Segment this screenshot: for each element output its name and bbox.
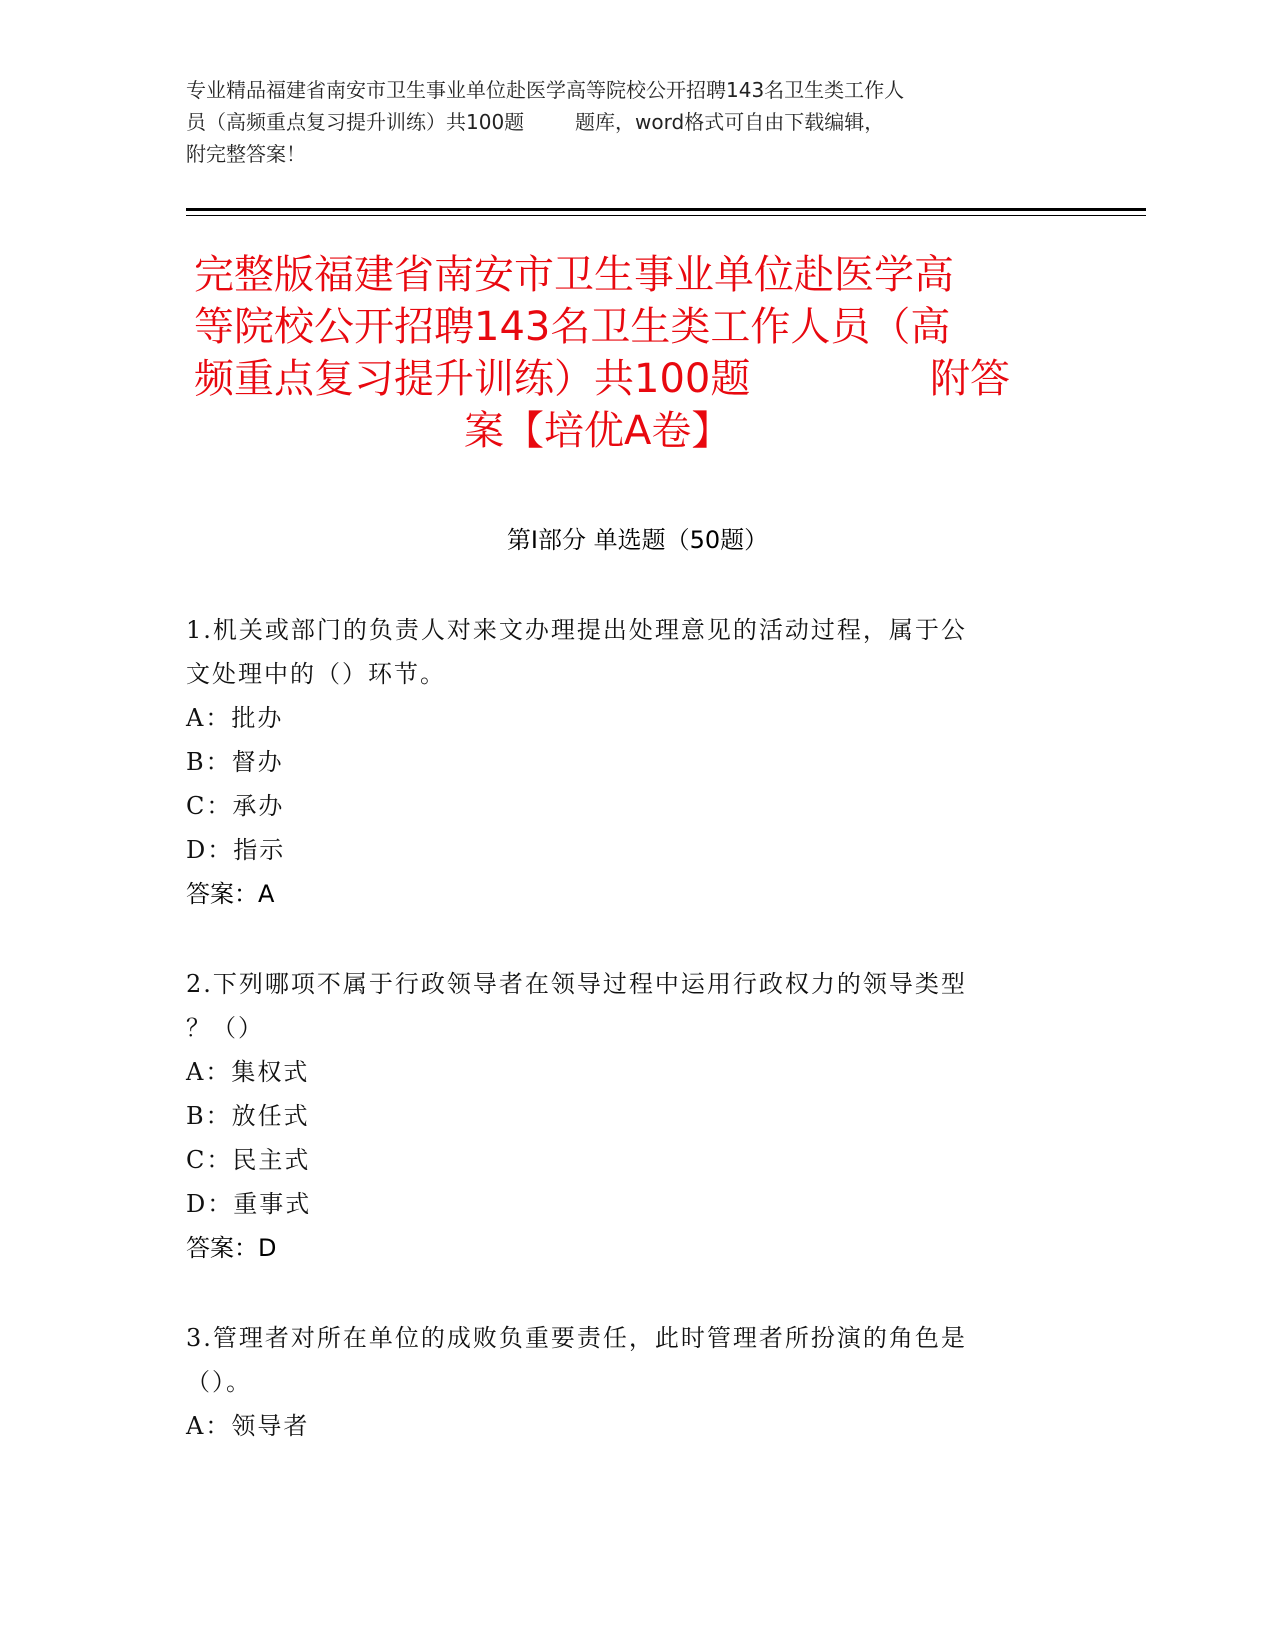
title-line-2: 等院校公开招聘143名卫生类工作人员（高 [194,304,951,350]
header-divider-thick [186,208,1146,211]
header-divider-thin [186,215,1146,216]
option-a: A：集权式 [186,1058,310,1086]
question-stem-line: 2.下列哪项不属于行政领导者在领导过程中运用行政权力的领导类型 [186,970,967,998]
option-c: C：承办 [186,792,285,820]
option-b: B：放任式 [186,1102,310,1130]
option-d: D：指示 [186,836,286,864]
title-line-3: 频重点复习提升训练）共100题 [194,356,751,402]
title-line-1: 完整版福建省南安市卫生事业单位赴医学高 [194,252,954,298]
question-stem-line: 3.管理者对所在单位的成败负重要责任，此时管理者所扮演的角色是 [186,1324,967,1352]
question-stem-line: ？（） [186,1014,264,1042]
question-stem-line: （）。 [186,1368,252,1396]
option-c: C：民主式 [186,1146,311,1174]
answer: 答案：D [186,1234,277,1262]
option-a: A：批办 [186,704,284,732]
title-line-3-tail: 附答 [930,356,1010,402]
option-b: B：督办 [186,748,284,776]
title-line-4: 案【培优A卷】 [464,408,732,454]
question-stem-line: 1.机关或部门的负责人对来文办理提出处理意见的活动过程，属于公 [186,616,967,644]
answer: 答案：A [186,880,275,908]
section-title: 第Ⅰ部分 单选题（50题） [506,526,769,554]
question-stem-line: 文处理中的（）环节。 [186,660,446,688]
option-d: D：重事式 [186,1190,312,1218]
header-line-2: 员（高频重点复习提升训练）共100题 题库，word格式可自由下载编辑， [186,110,885,134]
header-line-1: 专业精品福建省南安市卫生事业单位赴医学高等院校公开招聘143名卫生类工作人 [186,78,905,102]
header-line-3: 附完整答案！ [186,142,306,166]
option-a: A：领导者 [186,1412,310,1440]
